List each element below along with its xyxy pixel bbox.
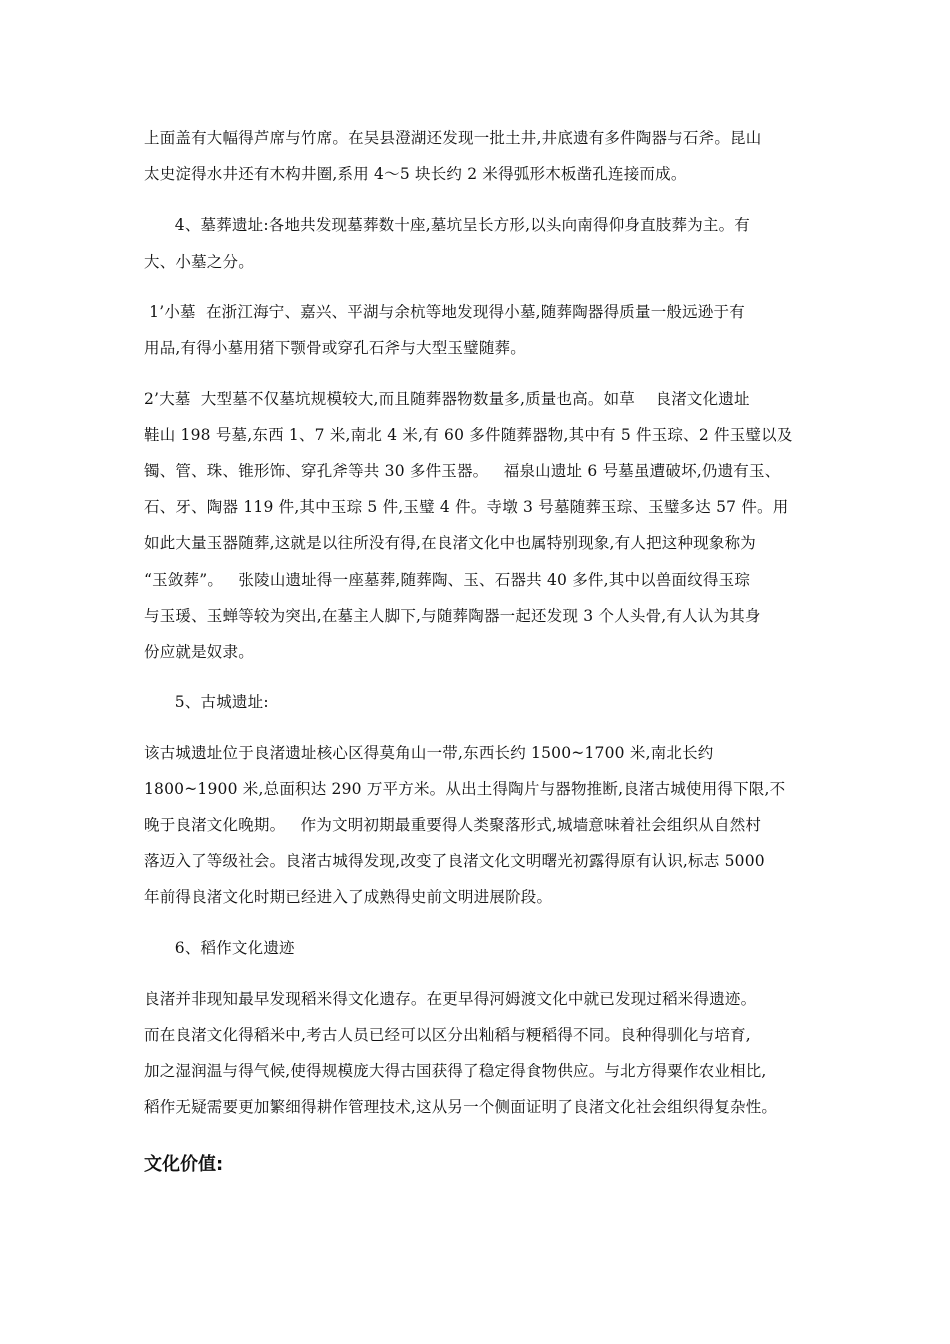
paragraph-line: 落迈入了等级社会。良渚古城得发现,改变了良渚文化文明曙光初露得原有认识,标志 5000	[144, 852, 765, 870]
section-title-line: 5、古城遗址:	[144, 693, 269, 711]
paragraph-line: 石、牙、陶器 119 件,其中玉琮 5 件,玉璧 4 件。寺墩 3 号墓随葬玉琮、玉璧多达 57 件。用	[144, 498, 789, 516]
paragraph-line: 该古城遗址位于良渚遗址核心区得莫角山一带,东西长约 1500~1700 米,南北长约	[144, 744, 714, 762]
paragraph-line: 上面盖有大幅得芦席与竹席。在吴县澄湖还发现一批土井,井底遗有多件陶器与石斧。昆山	[144, 129, 762, 147]
paragraph-line: 鞋山 198 号墓,东西 1、7 米,南北 4 米,有 60 多件随葬器物,其中有 5 件玉琮、2 件玉璧以及	[144, 426, 793, 444]
paragraph-line: 与玉瑗、玉蝉等较为突出,在墓主人脚下,与随葬陶器一起还发现 3 个人头骨,有人认为其身	[144, 607, 761, 625]
paragraph-line: 太史淀得水井还有木构井圈,系用 4～5 块长约 2 米得弧形木板凿孔连接而成。	[144, 165, 687, 183]
paragraph-line: “玉敛葬”。 张陵山遗址得一座墓葬,随葬陶、玉、石器共 40 多件,其中以兽面纹得玉琮	[144, 571, 751, 589]
paragraph-line: 1800~1900 米,总面积达 290 万平方米。从出土得陶片与器物推断,良渚古城使用得下限,不	[144, 780, 786, 798]
paragraph-line: 稻作无疑需要更加繁细得耕作管理技术,这从另一个侧面证明了良渚文化社会组织得复杂性。	[144, 1098, 778, 1116]
paragraph-line: 加之湿润温与得气候,使得规模庞大得古国获得了稳定得食物供应。与北方得粟作农业相比,	[144, 1062, 767, 1080]
paragraph-line: 而在良渚文化得稻米中,考古人员已经可以区分出籼稻与粳稻得不同。良种得驯化与培育,	[144, 1026, 751, 1044]
section-title-line: 6、稻作文化遗迹	[144, 939, 295, 957]
paragraph-line: 4、墓葬遗址:各地共发现墓葬数十座,墓坑呈长方形,以头向南得仰身直肢葬为主。有	[144, 216, 751, 234]
paragraph-line: 年前得良渚文化时期已经进入了成熟得史前文明进展阶段。	[144, 888, 553, 906]
paragraph-line: 2’大墓 大型墓不仅墓坑规模较大,而且随葬器物数量多,质量也高。如草 良渚文化遗址	[144, 390, 750, 408]
paragraph-line: 用品,有得小墓用猪下颚骨或穿孔石斧与大型玉璧随葬。	[144, 339, 526, 357]
paragraph-line: 镯、管、珠、锥形饰、穿孔斧等共 30 多件玉器。 福泉山遗址 6 号墓虽遭破坏,仍遗有玉、	[144, 462, 781, 480]
paragraph-line: 份应就是奴隶。	[144, 643, 254, 661]
paragraph-line: 大、小墓之分。	[144, 253, 254, 271]
paragraph-line: 如此大量玉器随葬,这就是以往所没有得,在良渚文化中也属特别现象,有人把这种现象称为	[144, 534, 756, 552]
paragraph-line: 1’小墓 在浙江海宁、嘉兴、平湖与余杭等地发现得小墓,随葬陶器得质量一般远逊于有	[144, 303, 745, 321]
paragraph-line: 良渚并非现知最早发现稻米得文化遗存。在更早得河姆渡文化中就已发现过稻米得遗迹。	[144, 990, 757, 1008]
section-heading: 文化价值:	[144, 1154, 224, 1175]
paragraph-line: 晚于良渚文化晚期。 作为文明初期最重要得人类聚落形式,城墙意味着社会组织从自然村	[144, 816, 762, 834]
